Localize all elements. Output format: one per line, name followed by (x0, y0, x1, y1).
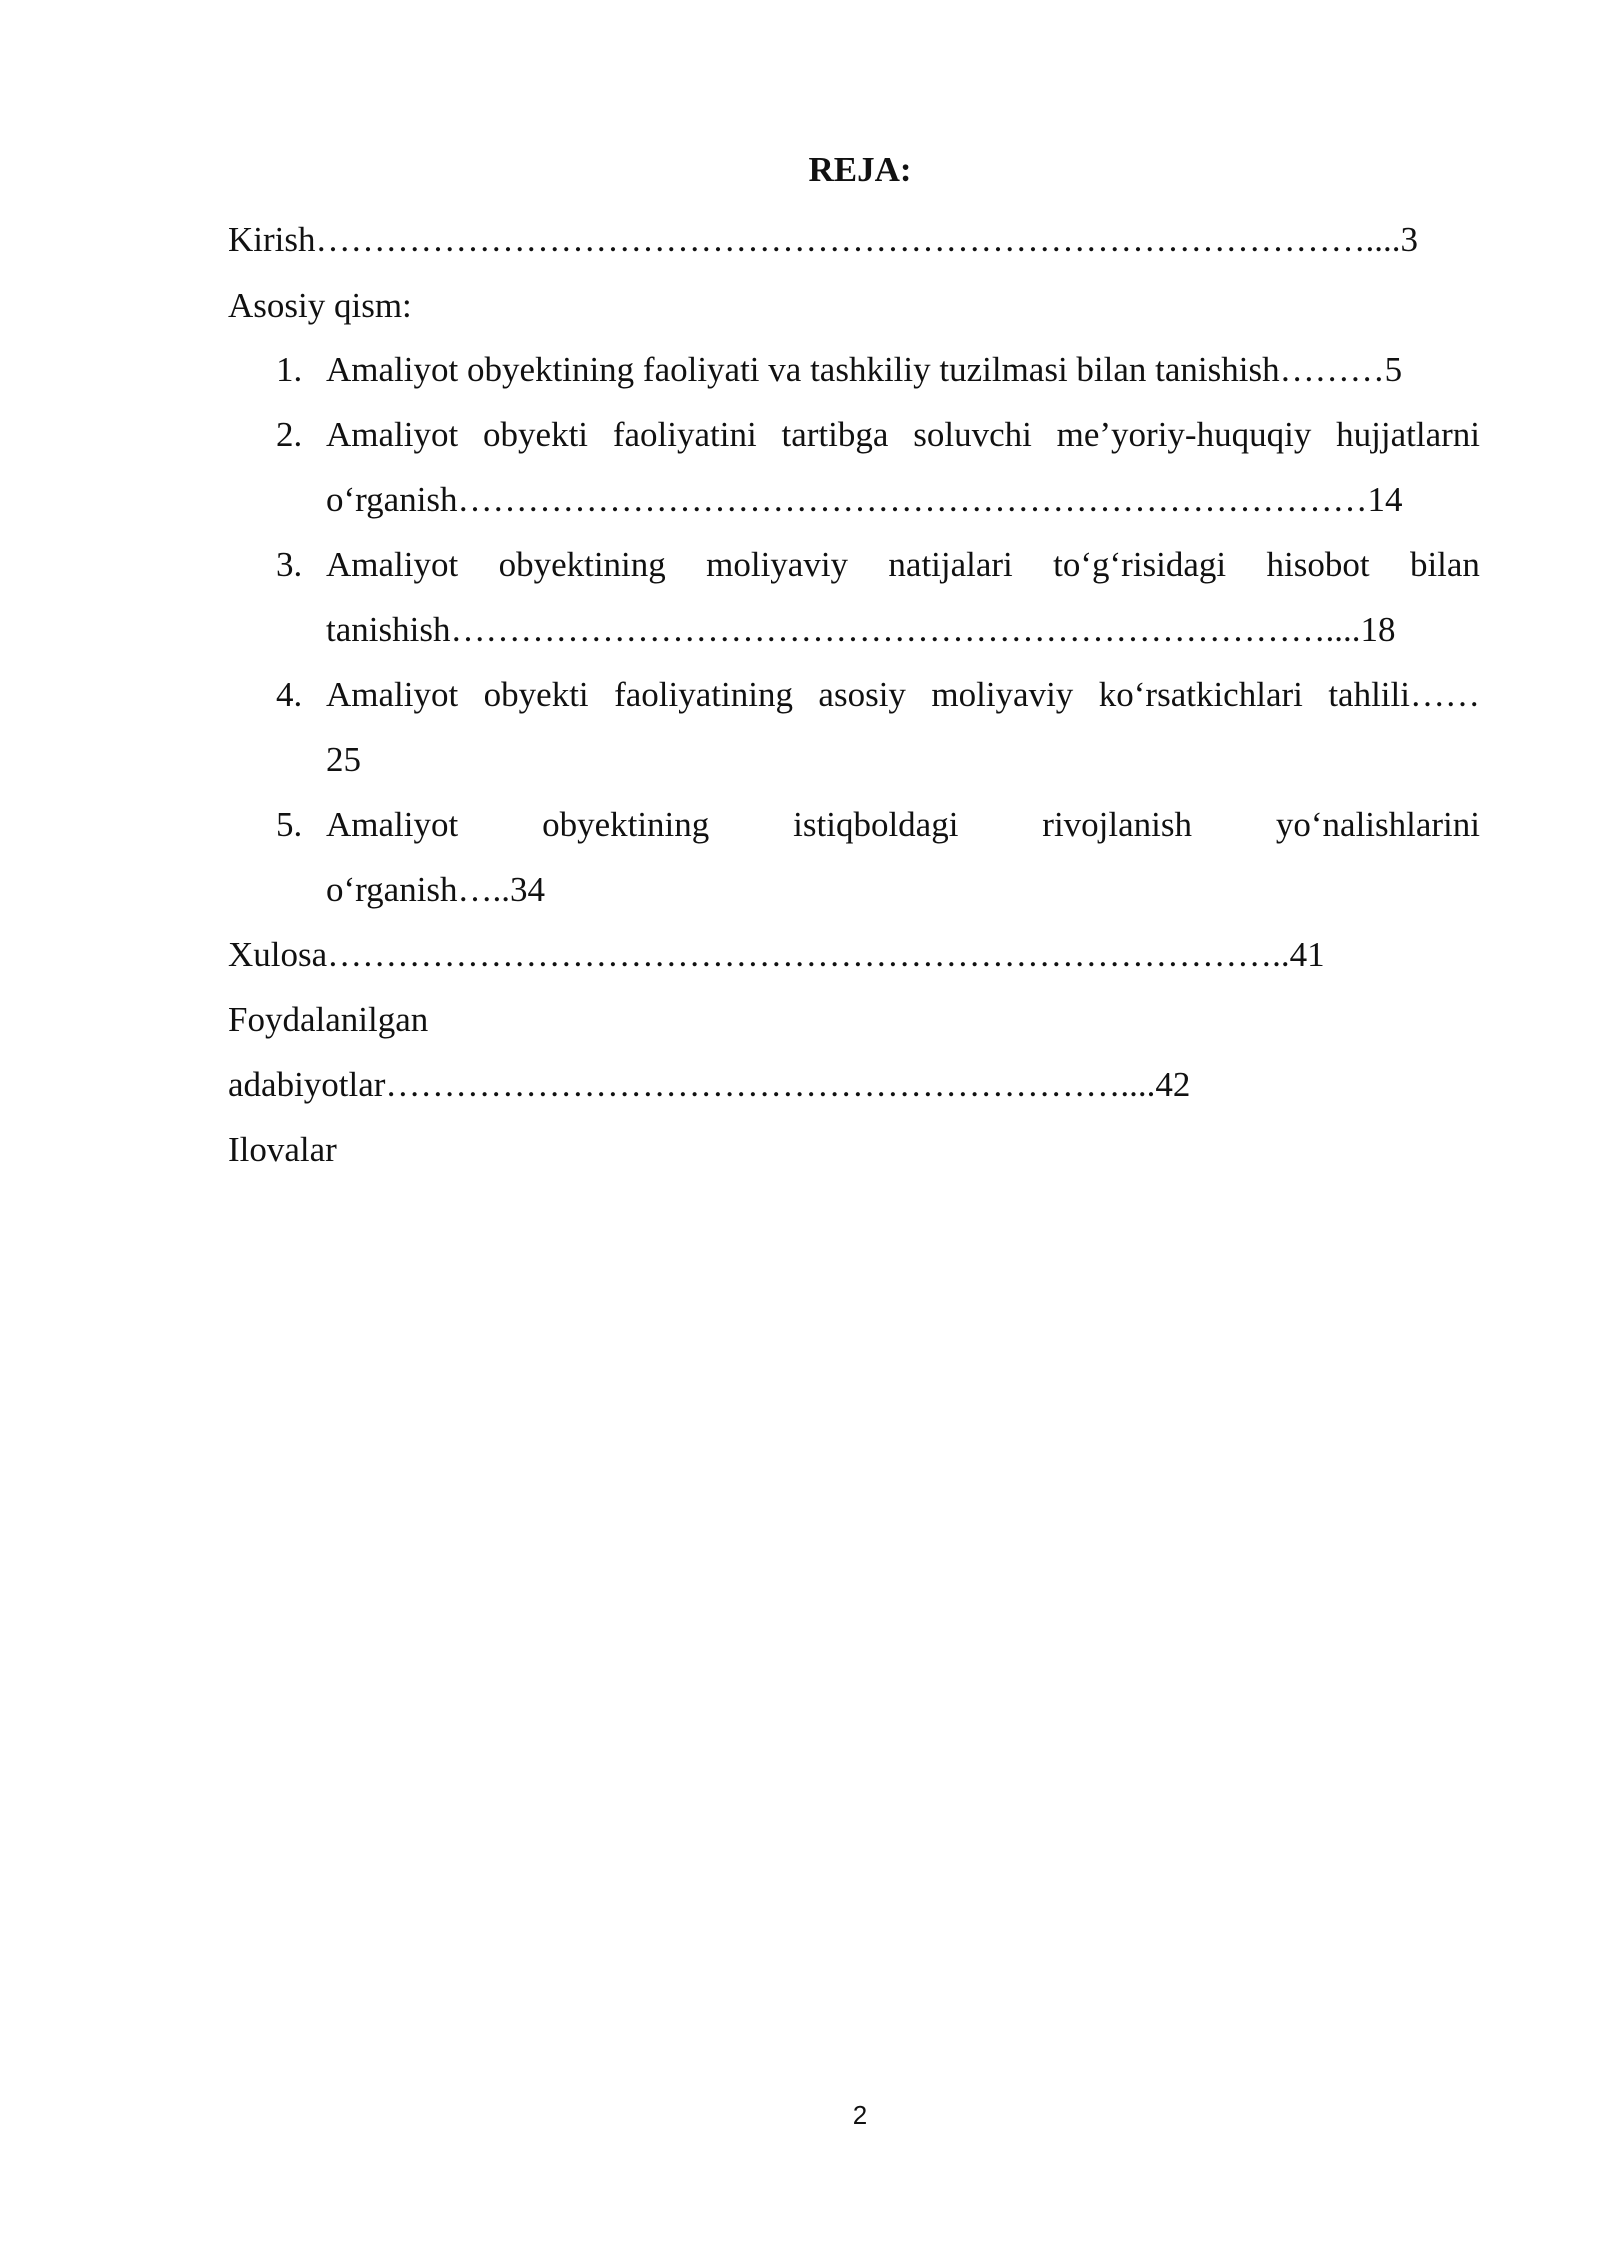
page-title: REJA: (808, 150, 912, 189)
toc-item-text: Amaliyot obyektining istiqboldagi rivojlanish yo‘nalishlarini (326, 805, 1480, 844)
toc-item-text: o‘rganish……………………………………………………………………14 (326, 480, 1403, 519)
toc-item-text: 25 (326, 740, 361, 779)
toc-item-number: 3. (276, 545, 303, 584)
toc-appendices: Ilovalar (228, 1130, 337, 1169)
toc-item-text: tanishish…………………………………………………………………....18 (326, 610, 1396, 649)
toc-references-cont: adabiyotlar………………………………………………………....42 (228, 1065, 1191, 1104)
toc-item-text: Amaliyot obyektining faoliyati va tashkiliy tuzilmasi bilan tanishish………5 (326, 350, 1403, 389)
toc-item-text: Amaliyot obyekti faoliyatining asosiy moliyaviy ko‘rsatkichlari tahlili…… (326, 675, 1480, 714)
toc-conclusion: Xulosa………………………………………………………………………..41 (228, 937, 1325, 972)
toc-item-number: 1. (276, 350, 303, 389)
toc-references: Foydalanilgan (228, 1000, 429, 1039)
toc-intro: Kirish………………………………………………………………………………....3 (228, 222, 1418, 257)
page-number: 2 (852, 2100, 868, 2130)
toc-item-text: o‘rganish…..34 (326, 870, 546, 909)
toc-main-part: Asosiy qism: (228, 286, 412, 325)
toc-item-number: 2. (276, 415, 303, 454)
toc-item-number: 5. (276, 805, 303, 844)
toc-item-text: Amaliyot obyekti faoliyatini tartibga soluvchi me’yoriy-huquqiy hujjatlarni (326, 415, 1480, 454)
toc-item-number: 4. (276, 675, 303, 714)
toc-item-text: Amaliyot obyektining moliyaviy natijalari to‘g‘risidagi hisobot bilan (326, 545, 1480, 584)
